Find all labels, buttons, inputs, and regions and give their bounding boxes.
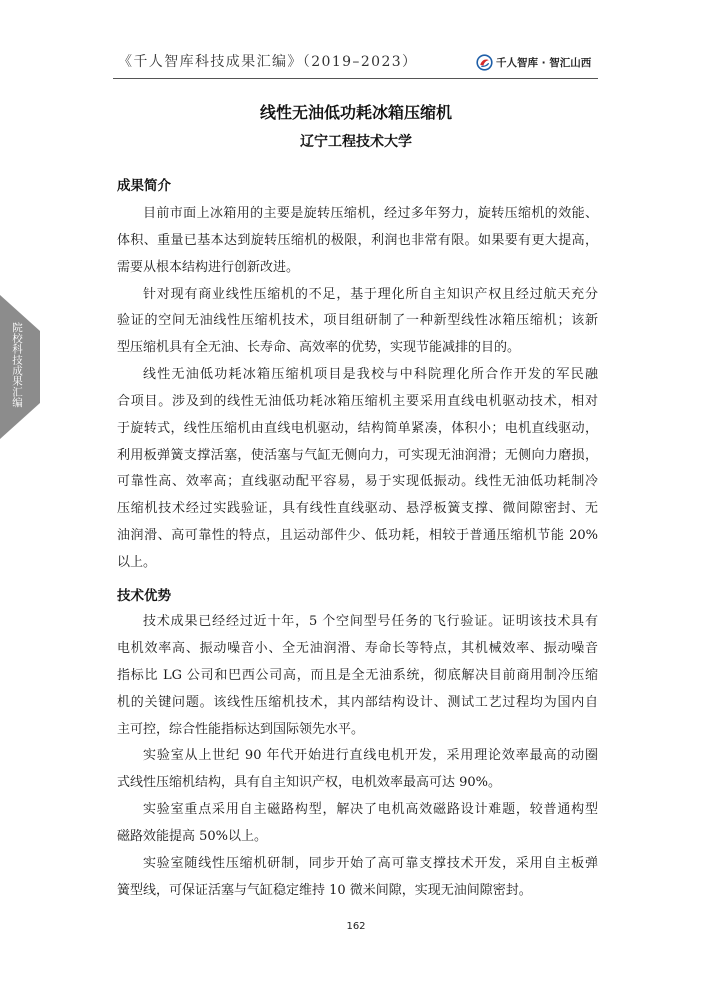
text-line: 式线性压缩机结构，具有自主知识产权，电机效率最高可达 90%。 xyxy=(117,775,502,791)
text-line: 实验室重点采用自主磁路构型，解决了电机高效磁路设计难题，较普通构型 xyxy=(143,802,598,818)
paragraph xyxy=(117,282,598,363)
section-heading: 成果简介 xyxy=(117,178,171,194)
text-line: 实验室随线性压缩机研制，同步开始了高可靠支撑技术开发，采用自主板弹 xyxy=(143,856,598,872)
text-line: 机的关键问题。该线性压缩机技术，其内部结构设计、测试工艺过程均为国内自 xyxy=(117,694,598,710)
running-header-title: 《千人智库科技成果汇编》（2019–2023） xyxy=(118,54,418,70)
text-line: 验证的空间无油线性压缩机技术，项目组研制了一种新型线性冰箱压缩机；该新 xyxy=(117,313,598,329)
text-line: 磁路效能提高 50%以上。 xyxy=(117,829,268,845)
text-line: 电机效率高、振动噪音小、全无油润滑、寿命长等特点，其机械效率、振动噪音 xyxy=(117,640,598,656)
text-line: 目前市面上冰箱用的主要是旋转压缩机，经过多年努力，旋转压缩机的效能、 xyxy=(143,206,598,221)
text-line: 于旋转式，线性压缩机由直线电机驱动，结构简单紧凑，体积小；电机直线驱动， xyxy=(117,420,598,436)
text-line: 需要从根本结构进行创新改进。 xyxy=(117,259,300,275)
text-line: 主可控，综合性能指标达到国际领先水平。 xyxy=(117,721,365,737)
text-line: 体积、重量已基本达到旋转压缩机的极限，利润也非常有限。如果要有更大提高， xyxy=(117,232,598,248)
text-line: 利用板弹簧支撑活塞，使活塞与气缸无侧向力，可实现无油润滑；无侧向力磨损， xyxy=(117,447,598,463)
text-line: 簧型线，可保证活塞与气缸稳定维持 10 微米间隙，实现无油间隙密封。 xyxy=(117,882,532,898)
text-line: 针对现有商业线性压缩机的不足，基于理化所自主知识产权且经过航天充分 xyxy=(143,286,598,302)
institution-name: 辽宁工程技术大学 xyxy=(300,134,412,150)
section-heading: 技术优势 xyxy=(117,588,171,604)
text-line: 压缩机技术经过实践验证，具有线性直线驱动、悬浮板簧支撑、微间隙密封、无 xyxy=(117,501,598,517)
paragraph xyxy=(117,362,598,577)
text-line: 线性无油低功耗冰箱压缩机项目是我校与中科院理化所合作开发的军民融 xyxy=(143,367,598,383)
text-line: 可靠性高、效率高；直线驱动配平容易，易于实现低振动。线性无油低功耗制冷 xyxy=(117,474,598,490)
section-summary xyxy=(117,172,598,577)
paragraph xyxy=(117,851,598,905)
paragraph xyxy=(117,743,598,797)
header-divider xyxy=(113,78,598,79)
text-line: 型压缩机具有全无油、长寿命、高效率的优势，实现节能减排的目的。 xyxy=(117,340,521,356)
page-number: 162 xyxy=(346,921,366,932)
qianren-zhiku-logo-icon xyxy=(476,54,493,71)
text-line: 指标比 LG 公司和巴西公司高，而且是全无油系统，彻底解决目前商用制冷压缩 xyxy=(117,667,598,683)
text-line: 油润滑、高可靠性的特点，且运动部件少、低功耗，相较于普通压缩机节能 20% xyxy=(117,528,598,544)
text-line: 以上。 xyxy=(117,554,157,570)
paragraph xyxy=(117,797,598,851)
section-advantages xyxy=(117,583,598,905)
document-title: 线性无油低功耗冰箱压缩机 xyxy=(259,103,452,122)
paragraph xyxy=(117,201,598,282)
text-line: 实验室从上世纪 90 年代开始进行直线电机开发，采用理论效率最高的动圈 xyxy=(143,748,598,764)
paragraph xyxy=(117,609,598,743)
brand-name: 千人智库 · 智汇山西 xyxy=(496,57,592,69)
text-line: 技术成果已经经过近十年，5 个空间型号任务的飞行验证。证明该技术具有 xyxy=(143,614,598,629)
text-line: 合项目。涉及到的线性无油低功耗冰箱压缩机主要采用直线电机驱动技术，相对 xyxy=(117,393,598,409)
side-tab-label: 院校科技成果汇编 xyxy=(11,322,23,408)
